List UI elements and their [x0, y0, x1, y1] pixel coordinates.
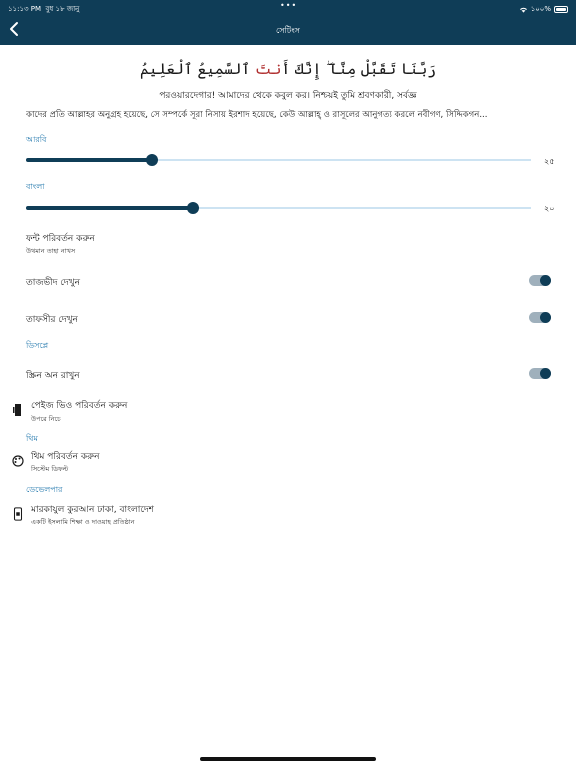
palette-icon [12, 454, 24, 468]
page-view-subtitle: উপরে নিচে [31, 415, 61, 423]
developer-subtitle: একটি ইসলামি শিক্ষা ও দাওয়াহ প্রতিষ্ঠান [31, 518, 135, 526]
bangla-font-label: বাংলা [26, 182, 45, 191]
display-header: ডিসপ্লে [26, 341, 49, 350]
battery-percent: ১০০% [530, 5, 551, 13]
slider-knob[interactable] [146, 154, 158, 166]
status-right [519, 3, 568, 15]
translation-preview: পরওয়ারদেগার! আমাদের থেকে কবুল কর। নিশ্চয়ই তুমি শ্রবণকারী, সর্বজ্ঞ [159, 91, 417, 101]
wifi-icon [519, 6, 528, 13]
phone-icon [12, 507, 24, 521]
theme-header: থিম [26, 434, 38, 443]
tajweed-title: তাজভীদ দেখুন [26, 278, 80, 288]
arabic-font-label: আরবি [26, 135, 47, 144]
home-indicator[interactable] [200, 757, 376, 761]
bangla-font-value: ২০ [544, 204, 555, 213]
slider-knob[interactable] [187, 202, 199, 214]
developer-header: ডেভেলপার [26, 485, 63, 494]
bangla-font-slider[interactable] [26, 202, 531, 214]
multitask-dots[interactable]: ••• [280, 1, 298, 10]
screen-on-toggle[interactable] [529, 368, 551, 379]
font-change-subtitle: উথমান তাহা নাখস [26, 247, 76, 255]
theme-change-title: থিম পরিবর্তন করুন [31, 452, 100, 462]
tafsir-toggle[interactable] [529, 312, 551, 323]
screen-on-title: স্ক্রিন অন রাখুন [26, 371, 80, 381]
page-view-icon [12, 403, 24, 417]
tajweed-toggle[interactable] [529, 275, 551, 286]
status-time-date: ১১:১৩ PM বুধ ১৮ জানু [8, 5, 80, 13]
developer-title: মারকাযুল কুরআন ঢাকা, বাংলাদেশ [31, 505, 155, 515]
battery-icon [554, 6, 568, 13]
theme-change-subtitle: সিস্টেম ডিফল্ট [31, 465, 69, 473]
page-view-title: পেইজ ভিও পরিবর্তন করুন [31, 401, 128, 411]
font-change-title: ফন্ট পরিবর্তন করুন [26, 234, 95, 244]
page-title: সেটিংস [276, 26, 300, 35]
arabic-font-value: ২৫ [544, 157, 555, 166]
tajweed-highlight: نتَ [254, 60, 282, 78]
tafsir-title: তাফসীর দেখুন [26, 315, 78, 325]
arabic-font-slider[interactable] [26, 154, 531, 166]
tafsir-preview: কাদের প্রতি আল্লাহর অনুগ্রহ হয়েছে, সে সম্পর্কে সূরা নিসায় ইরশাদ হয়েছে, কেউ আল্লাহ্‌ ও রাসূলের আনুগত্য করলে নবীগণ, সিদ্দিকগন... [26, 110, 488, 120]
arabic-preview: رَبَّنَا تَقَبَّلْ مِنَّآ ۖ إِنَّكَ أَنتَ ٱلسَّمِيعُ ٱلْعَلِيمُ [139, 60, 437, 78]
navigation-bar [0, 0, 576, 45]
status-bar [0, 0, 576, 14]
